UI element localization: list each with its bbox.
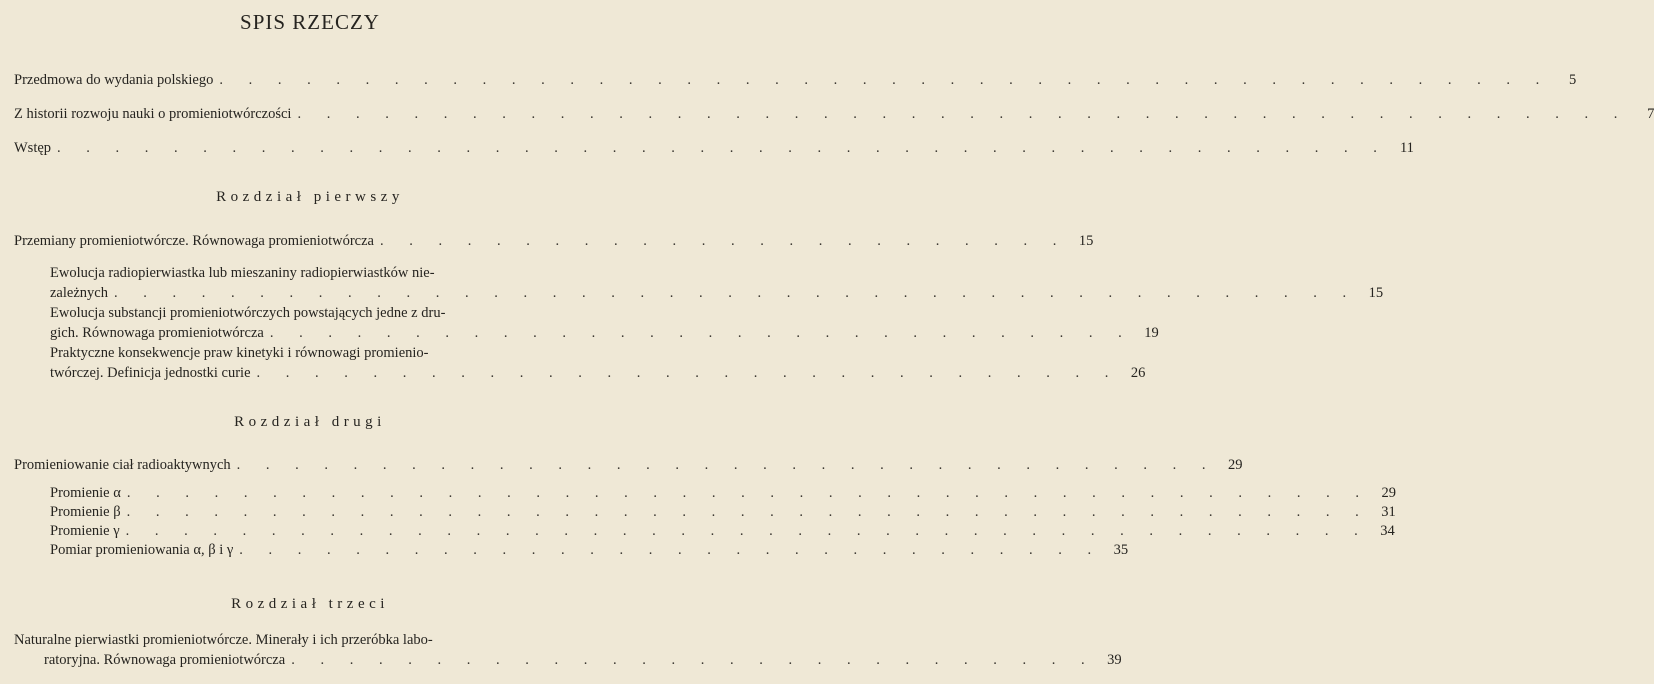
toc-entry-title: Ewolucja radiopierwiastka lub mieszaniny radiopierwiastków nie- <box>50 265 435 281</box>
page-title: SPIS RZECZY <box>240 10 380 34</box>
page-number: 7 <box>1647 106 1654 122</box>
toc-entry-chapter1-sub2 <box>50 303 1159 343</box>
toc-entry-title-continued: gich. Równowaga promieniotwórcza <box>50 325 264 341</box>
chapter-heading-3: Rozdział trzeci <box>231 596 389 612</box>
toc-entry-title: Promieniowanie ciał radioaktywnych <box>14 457 231 473</box>
toc-entry-title: Promienie β <box>50 504 121 520</box>
toc-entry-title-continued: zależnych <box>50 285 108 301</box>
toc-entry-title-continued: twórczej. Definicja jednostki curie <box>50 365 251 381</box>
toc-entry-history <box>14 104 1654 124</box>
page-number: 5 <box>1568 72 1577 88</box>
toc-entry-gamma-rays <box>50 521 1395 541</box>
dot-leader: . . . . . . . . . . . . . . . . . . . . . . . . . . . . . . <box>256 365 1120 381</box>
toc-entry-title: Ewolucja substancji promieniotwórczych powstających jedne z dru- <box>50 305 446 321</box>
dot-leader: . . . . . . . . . . . . . . . . . . . . . . . . <box>379 233 1068 249</box>
page-number: 31 <box>1381 504 1396 520</box>
toc-entry-title: Pomiar promieniowania α, β i γ <box>50 542 234 558</box>
page-number: 15 <box>1368 285 1384 301</box>
chapter-heading-2: Rozdział drugi <box>234 414 386 430</box>
page-number: 34 <box>1380 523 1395 539</box>
page-number: 35 <box>1113 542 1129 558</box>
dot-leader: . . . . . . . . . . . . . . . . . . . . . . . . . . . . . . . . . . . . . . . . . . . <box>125 523 1369 539</box>
toc-entry-title: Wstęp <box>14 140 52 156</box>
page-number: 19 <box>1144 325 1159 341</box>
toc-entry-title: Naturalne pierwiastki promieniotwórcze. Minerały i ich przeróbka labo- <box>14 632 433 648</box>
page-number: 29 <box>1228 457 1243 473</box>
toc-entry-chapter2-main <box>14 455 1243 475</box>
toc-entry-title: Praktyczne konsekwencje praw kinetyki i równowagi promienio- <box>50 345 429 361</box>
toc-entry-title: Promienie α <box>50 485 121 501</box>
dot-leader: . . . . . . . . . . . . . . . . . . . . . . . . . . . . . . . . . . <box>236 457 1217 473</box>
toc-entry-chapter3-main <box>14 630 1122 670</box>
page-number: 11 <box>1399 140 1414 156</box>
dot-leader: . . . . . . . . . . . . . . . . . . . . . . . . . . . . . . . . . . . . . . . . . . . . . . <box>57 140 1388 156</box>
page-number: 26 <box>1130 365 1146 381</box>
toc-entry-title: Promienie γ <box>50 523 120 539</box>
dot-leader: . . . . . . . . . . . . . . . . . . . . . . . . . . . . . . <box>239 542 1103 558</box>
toc-entry-chapter1-sub3 <box>50 343 1146 383</box>
toc-entry-title: Z historii rozwoju nauki o promieniotwórczości <box>14 106 292 122</box>
toc-entry-beta-rays <box>50 502 1396 522</box>
dot-leader: . . . . . . . . . . . . . . . . . . . . . . . . . . . . . . . . . . . . . . . . . . . <box>126 504 1370 520</box>
toc-entry-title: Przedmowa do wydania polskiego <box>14 72 214 88</box>
chapter-heading-1: Rozdział pierwszy <box>216 189 404 205</box>
dot-leader: . . . . . . . . . . . . . . . . . . . . . . . . . . . . . . . . . . . . . . . . . . . <box>126 485 1370 501</box>
dot-leader: . . . . . . . . . . . . . . . . . . . . . . . . . . . . . . . . . . . . . . . . . . . . . . <box>297 106 1629 122</box>
toc-entry-chapter1-main <box>14 231 1094 251</box>
dot-leader: . . . . . . . . . . . . . . . . . . . . . . . . . . . . . . . . . . . . . . . . . . . . . . <box>219 72 1551 88</box>
toc-entry-preface <box>14 70 1577 90</box>
toc-entry-radiation-measurement <box>50 540 1129 560</box>
toc-entry-title-continued: ratoryjna. Równowaga promieniotwórcza <box>44 652 286 668</box>
dot-leader: . . . . . . . . . . . . . . . . . . . . . . . . . . . . . . . . . . . . . . . . . . . <box>113 285 1358 301</box>
toc-entry-introduction <box>14 138 1414 158</box>
toc-entry-chapter1-sub1 <box>50 263 1384 303</box>
toc-entry-alpha-rays <box>50 483 1396 503</box>
page-number: 39 <box>1107 652 1122 668</box>
dot-leader: . . . . . . . . . . . . . . . . . . . . . . . . . . . . <box>291 652 1096 668</box>
page-number: 15 <box>1078 233 1094 249</box>
dot-leader: . . . . . . . . . . . . . . . . . . . . . . . . . . . . . . <box>269 325 1133 341</box>
toc-entry-title: Przemiany promieniotwórcze. Równowaga promieniotwórcza <box>14 233 374 249</box>
page-number: 29 <box>1381 485 1396 501</box>
